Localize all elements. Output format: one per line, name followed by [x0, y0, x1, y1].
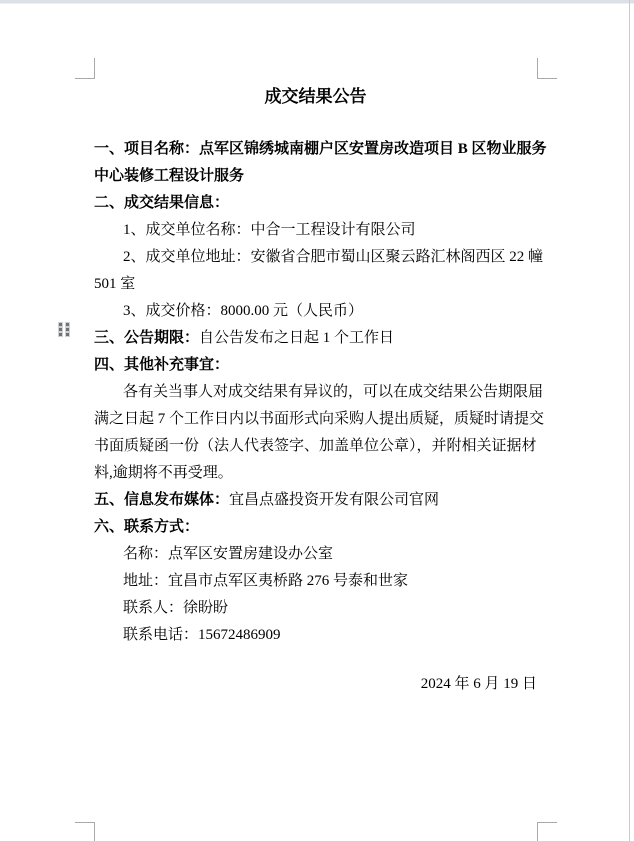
text-run: 名称：点军区安置房建设办公室	[123, 546, 334, 562]
text-run: 三、公告期限：	[94, 330, 200, 346]
text-line	[94, 595, 537, 622]
text-line	[94, 460, 537, 487]
text-line	[94, 433, 537, 460]
text-run: 3、成交价格：8000.00 元（人民币）	[123, 303, 364, 319]
text-line	[94, 568, 537, 595]
text-line	[94, 487, 537, 514]
text-run: 自公告发布之日起 1 个工作日	[199, 330, 395, 346]
text-line	[94, 379, 544, 406]
text-line	[94, 190, 537, 217]
text-run: 料,逾期将不再受理。	[94, 465, 233, 481]
text-run: 2、成交单位地址：安徽省合肥市蜀山区聚云路汇林阁西区 22 幢	[123, 249, 544, 265]
document-body	[94, 136, 547, 649]
six-dot-drag-handle-icon[interactable]	[59, 323, 70, 338]
text-line	[94, 514, 537, 541]
text-line	[94, 298, 537, 325]
text-run: 各有关当事人对成交结果有异议的，可以在成交结果公告期限届	[123, 384, 544, 400]
text-run: 五、信息发布媒体：	[94, 492, 230, 508]
document-date: 2024 年 6 月 19 日	[420, 676, 537, 692]
text-run: 1、成交单位名称：中合一工程设计有限公司	[123, 222, 416, 238]
text-run: 联系电话：15672486909	[123, 627, 281, 643]
window-right-edge	[629, 0, 630, 841]
margin-crop-mark-top-right	[537, 58, 557, 79]
document-content	[94, 79, 547, 698]
margin-crop-mark-bottom-right	[537, 822, 557, 841]
text-run: 宜昌点盛投资开发有限公司官网	[229, 492, 440, 508]
text-run: 二、成交结果信息：	[94, 195, 230, 211]
text-line	[94, 622, 537, 649]
text-line	[94, 271, 537, 298]
text-line	[94, 136, 547, 163]
text-run: 501 室	[94, 276, 136, 292]
text-run: 四、其他补充事宜：	[94, 357, 230, 373]
margin-crop-mark-bottom-left	[75, 822, 95, 841]
text-run: 满之日起 7 个工作日内以书面形式向采购人提出质疑，质疑时请提交	[94, 411, 545, 427]
text-run: 书面质疑函一份（法人代表签字、加盖单位公章），并附相关证据材	[94, 438, 537, 454]
text-line	[94, 325, 537, 352]
document-title: 成交结果公告	[264, 87, 367, 106]
text-run: 一、项目名称：点军区锦绣城南棚户区安置房改造项目 B 区物业服务	[94, 141, 547, 157]
text-line	[94, 217, 537, 244]
text-run: 联系人：徐盼盼	[123, 600, 229, 616]
text-line	[94, 406, 545, 433]
text-line	[94, 163, 537, 190]
margin-crop-mark-top-left	[75, 58, 95, 79]
text-line	[94, 352, 537, 379]
text-line	[94, 244, 544, 271]
text-run: 地址：宜昌市点军区夷桥路 276 号泰和世家	[123, 573, 409, 589]
text-run: 中心装修工程设计服务	[94, 168, 245, 184]
text-run: 六、联系方式：	[94, 519, 200, 535]
window-top-edge	[0, 0, 634, 4]
text-line	[94, 541, 537, 568]
